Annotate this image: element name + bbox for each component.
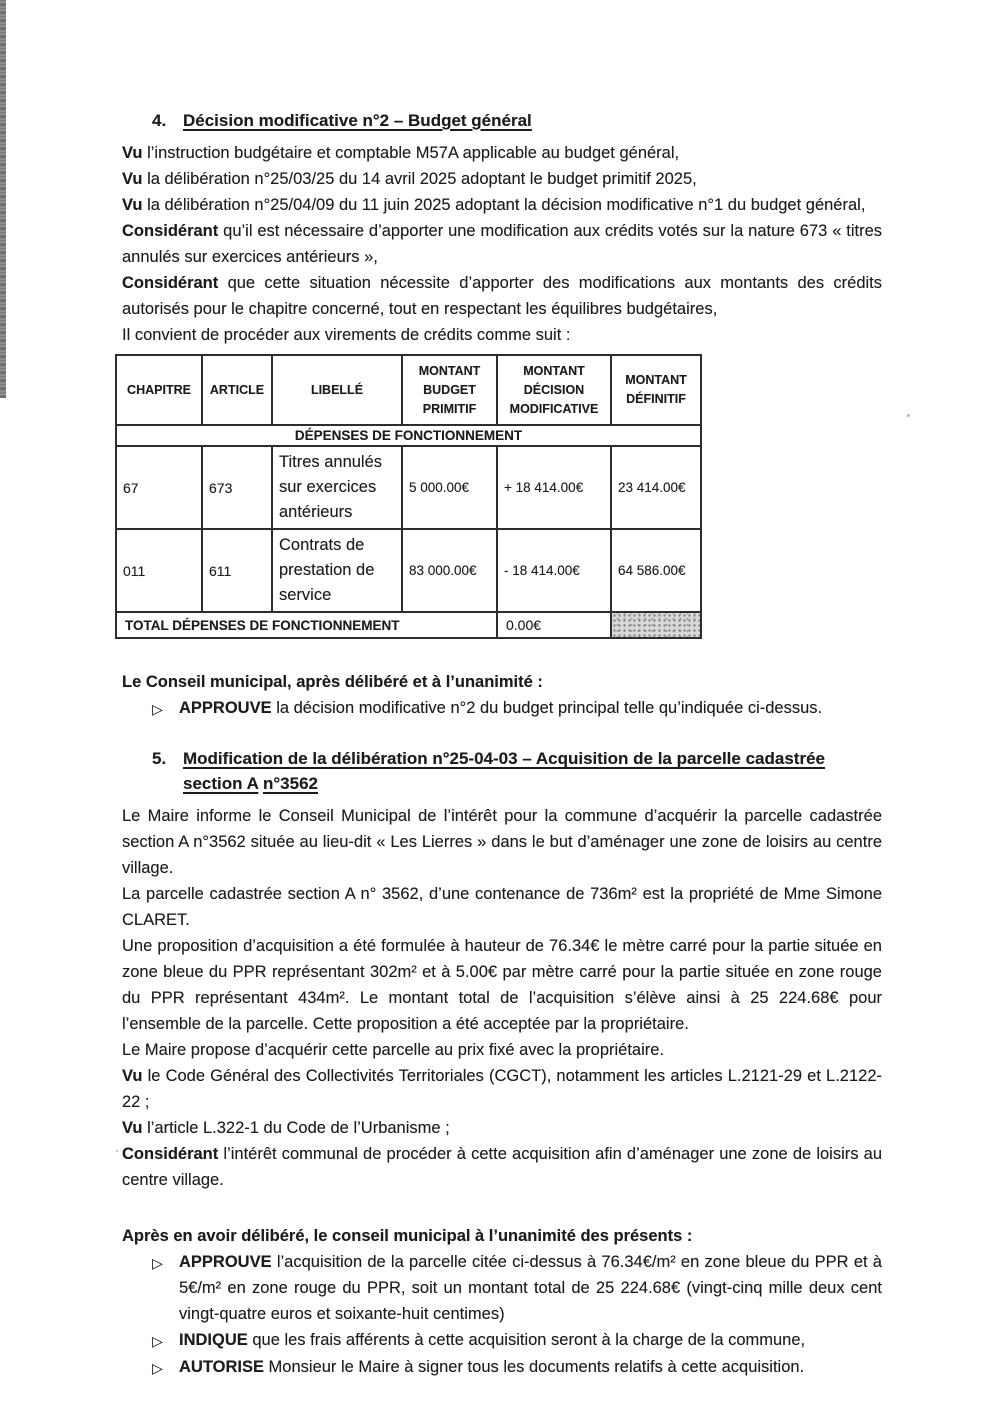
bullet-text: l’acquisition de la parcelle citée ci-dessus à 76.34€/m² en zone bleue du PPR et à 5€/m² en zone rouge du PPR, soit un montant total de 25 224.68€ (vingt-cinq mille deux cent vingt-quatre euros et soixante-huit centimes) [179,1253,882,1324]
section-5-title-line1: Modification de la délibération n°25-04-03 – Acquisition de la parcelle cadastrée section A [183,749,825,794]
deliberation-intro: Après en avoir délibéré, le conseil municipal à l’unanimité des présents : [122,1227,693,1246]
bullet-text: Monsieur le Maire à signer tous les documents relatifs à cette acquisition. [263,1358,805,1377]
paragraph-text: la délibération n°25/04/09 du 11 juin 2025 adoptant la décision modificative n°1 du budget général, [142,196,866,214]
paragraph-text: Le Maire informe le Conseil Municipal de l’intérêt pour la commune d’acquérir la parcelle cadastrée section A n°3562 située au lieu-dit « Les Lierres » dans le but d’aménager une zone de loisirs au centre village. [122,807,882,878]
scan-speckle [907,414,910,417]
cell-budget-primitif: 83 000.00€ [402,529,497,612]
lead-word: APPROUVE [179,1253,272,1272]
lead-word: Vu [122,196,143,214]
cell-chapitre: 67 [116,446,202,529]
lead-word: Vu [122,170,143,188]
conclusion-intro: Le Conseil municipal, après délibéré et à l’unanimité : [122,673,543,692]
paragraph-text: l’instruction budgétaire et comptable M57A applicable au budget général, [142,144,680,162]
paragraph-vu-1 [122,140,882,166]
paragraph-vu-3 [122,192,882,218]
paragraph-maire-propose [122,1037,882,1063]
cell-article: 611 [202,529,272,612]
arrow-bullet-icon: ▷ [152,1255,163,1272]
paragraph-text: l’intérêt communal de procéder à cette acquisition afin d’aménager une zone de loisirs au centre village. [122,1145,882,1190]
section-5 [122,746,882,1381]
budget-table [115,354,702,639]
section-4-title: Décision modificative n°2 – Budget général [183,111,532,130]
lead-word: Considérant [122,274,219,292]
arrow-bullet-icon: ▷ [152,1333,163,1350]
section-band-label: DÉPENSES DE FONCTIONNEMENT [116,425,701,446]
scan-speckle [116,1150,118,1152]
section-4-number: 4. [152,111,167,130]
paragraph-considerant-interet [122,1141,882,1193]
col-header-chapitre: CHAPITRE [116,355,202,425]
paragraph-considerant-1 [122,218,882,270]
paragraph-text: La parcelle cadastrée section A n° 3562, d’une contenance de 736m² est la propriété de Mme Simone CLARET. [122,885,882,930]
section-5-number: 5. [152,749,167,769]
section-4-heading [152,108,882,133]
cell-montant-definitif: 64 586.00€ [611,529,701,612]
paragraph-intro-table [122,322,882,348]
bullet-text: la décision modificative n°2 du budget principal telle qu’indiquée ci-dessus. [271,699,823,718]
table-section-band [116,425,701,446]
col-header-montant-budget-primitif: MONTANT BUDGET PRIMITIF [402,355,497,425]
table-row [116,446,701,529]
cell-budget-primitif: 5 000.00€ [402,446,497,529]
section-5-heading [152,746,882,796]
table-header-row [116,355,701,425]
lead-word: APPROUVE [179,699,272,718]
paragraph-text: Une proposition d’acquisition a été formulée à hauteur de 76.34€ le mètre carré pour la partie située en zone bleue du PPR représentant 302m² et à 5.00€ par mètre carré pour la partie située en zone rouge du PPR représentant 434m². Le montant total de l’acquisition s’élève ainsi à 25 224.68€ pour l’ensemble de la parcelle. Cette proposition a été acceptée par la propriétaire. [122,937,882,1034]
cell-libelle: Contrats de prestation de service [272,529,402,612]
cell-decision-modificative: + 18 414.00€ [497,446,611,529]
lead-word: INDIQUE [179,1331,248,1350]
total-label: TOTAL DÉPENSES DE FONCTIONNEMENT [116,612,497,638]
cell-montant-definitif: 23 414.00€ [611,446,701,529]
bullet-autorise-signature [152,1354,882,1381]
paragraph-maire-informe [122,803,882,881]
lead-word: Considérant [122,222,219,240]
lead-word: Vu [122,1119,143,1138]
col-header-libelle: LIBELLÉ [272,355,402,425]
paragraph-text: qu’il est nécessaire d’apporter une modification aux crédits votés sur la nature 673 « titres annulés sur exercices antérieurs », [122,222,882,266]
paragraph-parcelle-contenance [122,881,882,933]
cell-chapitre: 011 [116,529,202,612]
lead-word: Vu [122,144,143,162]
paragraph-text: l’article L.322-1 du Code de l’Urbanisme ; [142,1119,450,1138]
cell-libelle: Titres annulés sur exercices antérieurs [272,446,402,529]
paragraph-text: le Code Général des Collectivités Territoriales (CGCT), notamment les articles L.2121-29 et L.2122-22 ; [122,1067,882,1112]
col-header-montant-definitif: MONTANT DÉFINITIF [611,355,701,425]
paragraph-text: Il convient de procéder aux virements de crédits comme suit : [122,326,571,344]
paragraph-vu-urbanisme [122,1115,882,1141]
bullet-approuve-acquisition [152,1249,882,1327]
paragraph-vu-cgct [122,1063,882,1115]
col-header-montant-decision-modificative: MONTANT DÉCISION MODIFICATIVE [497,355,611,425]
lead-word: Considérant [122,1145,219,1164]
bullet-text: que les frais afférents à cette acquisition seront à la charge de la commune, [247,1331,806,1350]
paragraph-proposition [122,933,882,1037]
paragraph-vu-2 [122,166,882,192]
spacer [122,722,882,746]
paragraph-text: que cette situation nécessite d’apporter des modifications aux montants des crédits autorisés pour le chapitre concerné, tout en respectant les équilibres budgétaires, [122,274,882,318]
cell-decision-modificative: - 18 414.00€ [497,529,611,612]
spacer [122,639,882,669]
arrow-bullet-icon: ▷ [152,701,163,718]
col-header-article: ARTICLE [202,355,272,425]
paragraph-text: la délibération n°25/03/25 du 14 avril 2025 adoptant le budget primitif 2025, [142,170,697,188]
total-amount: 0.00€ [497,612,611,638]
paragraph-considerant-2 [122,270,882,322]
cell-article: 673 [202,446,272,529]
table-row [116,529,701,612]
lead-word: AUTORISE [179,1358,264,1377]
lead-word: Vu [122,1067,143,1086]
bullet-approuve-dm2 [152,695,882,722]
spacer [122,1193,882,1223]
table-total-row [116,612,701,638]
scan-edge-artifact [0,0,6,398]
section-4 [122,108,882,722]
bullet-indique-frais [152,1327,882,1354]
section-5-title-line2: n°3562 [263,774,319,794]
arrow-bullet-icon: ▷ [152,1360,163,1377]
hatched-cell [611,612,701,638]
paragraph-text: Le Maire propose d’acquérir cette parcelle au prix fixé avec la propriétaire. [122,1041,665,1060]
